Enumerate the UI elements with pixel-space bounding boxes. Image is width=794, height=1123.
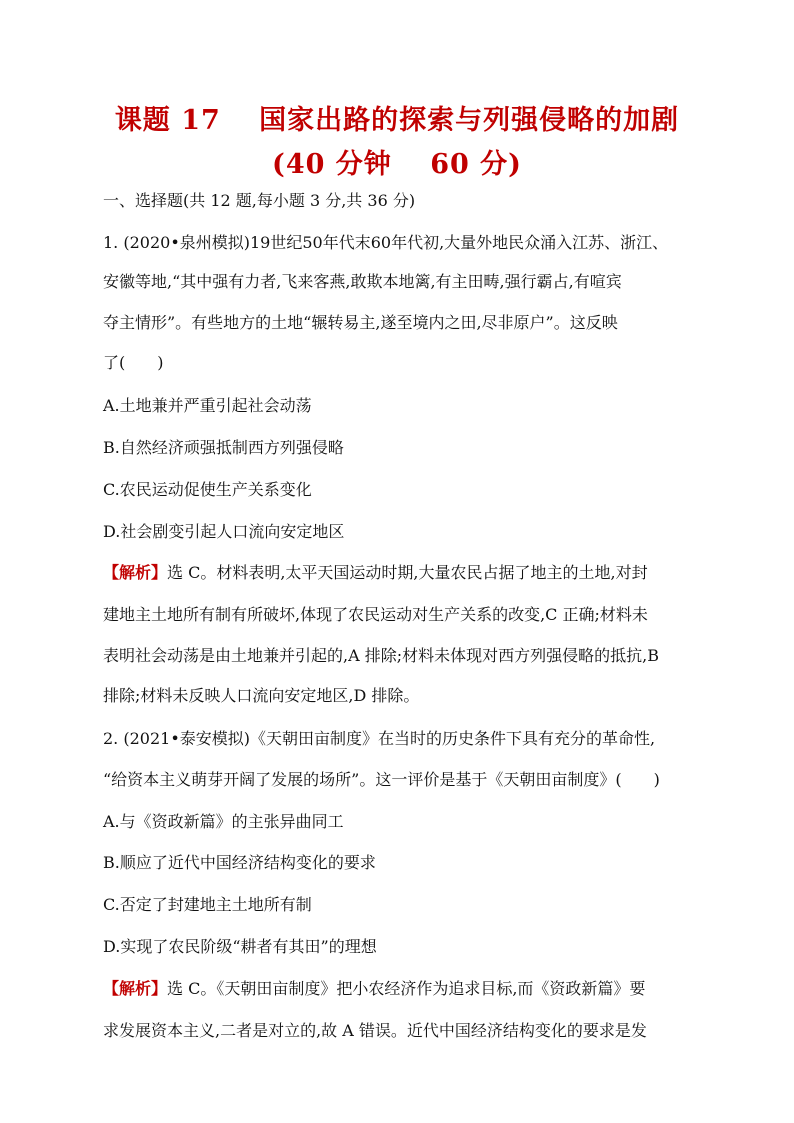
- analysis-text: 选 C。《天朝田亩制度》把小农经济作为追求目标,而《资政新篇》要: [167, 979, 646, 998]
- analysis-tag: 【解析】: [103, 563, 168, 582]
- analysis-line: 求发展资本主义,二者是对立的,故 A 错误。近代中国经济结构变化的要求是发: [103, 1021, 647, 1040]
- question-text-line: 1. (2020•泉州模拟)19世纪50年代末60年代初,大量外地民众涌入江苏、浙江、: [103, 233, 669, 252]
- section-heading: 一、选择题(共 12 题,每小题 3 分,共 36 分): [103, 191, 416, 210]
- question-text-line: 夺主情形”。有些地方的土地“辗转易主,遂至境内之田,尽非原户”。这反映: [103, 313, 618, 332]
- option-c: C.否定了封建地主土地所有制: [103, 895, 312, 914]
- option-a: A.土地兼并严重引起社会动荡: [103, 396, 312, 415]
- option-b: B.顺应了近代中国经济结构变化的要求: [103, 853, 376, 872]
- analysis-line: [103, 563, 703, 583]
- question-text-line: “给资本主义萌芽开阔了发展的场所”。这一评价是基于《天朝田亩制度》( ): [103, 770, 660, 789]
- analysis-line: 表明社会动荡是由土地兼并引起的,A 排除;材料未体现对西方列强侵略的抵抗,B: [103, 646, 659, 665]
- question-text-line: 安徽等地,“其中强有力者,飞来客燕,敢欺本地篱,有主田畴,强行霸占,有喧宾: [103, 272, 622, 291]
- page-subtitle: (40 分钟 60 分): [272, 149, 522, 180]
- analysis-tag: 【解析】: [103, 979, 168, 998]
- option-d: D.社会剧变引起人口流向安定地区: [103, 522, 345, 541]
- analysis-line: 建地主土地所有制有所破坏,体现了农民运动对生产关系的改变,C 正确;材料未: [103, 605, 648, 624]
- page-title: 课题 17 国家出路的探索与列强侵略的加剧: [114, 105, 680, 136]
- option-d: D.实现了农民阶级“耕者有其田”的理想: [103, 937, 377, 956]
- analysis-text: 选 C。材料表明,太平天国运动时期,大量农民占据了地主的土地,对封: [167, 563, 648, 582]
- question-text-line: 2. (2021•泰安模拟)《天朝田亩制度》在当时的历史条件下具有充分的革命性,: [103, 729, 656, 748]
- analysis-line: [103, 979, 703, 999]
- option-b: B.自然经济顽强抵制西方列强侵略: [103, 438, 344, 457]
- option-c: C.农民运动促使生产关系变化: [103, 480, 312, 499]
- option-a: A.与《资政新篇》的主张异曲同工: [103, 812, 344, 831]
- question-text-line: 了( ): [103, 353, 164, 372]
- analysis-line: 排除;材料未反映人口流向安定地区,D 排除。: [103, 686, 420, 705]
